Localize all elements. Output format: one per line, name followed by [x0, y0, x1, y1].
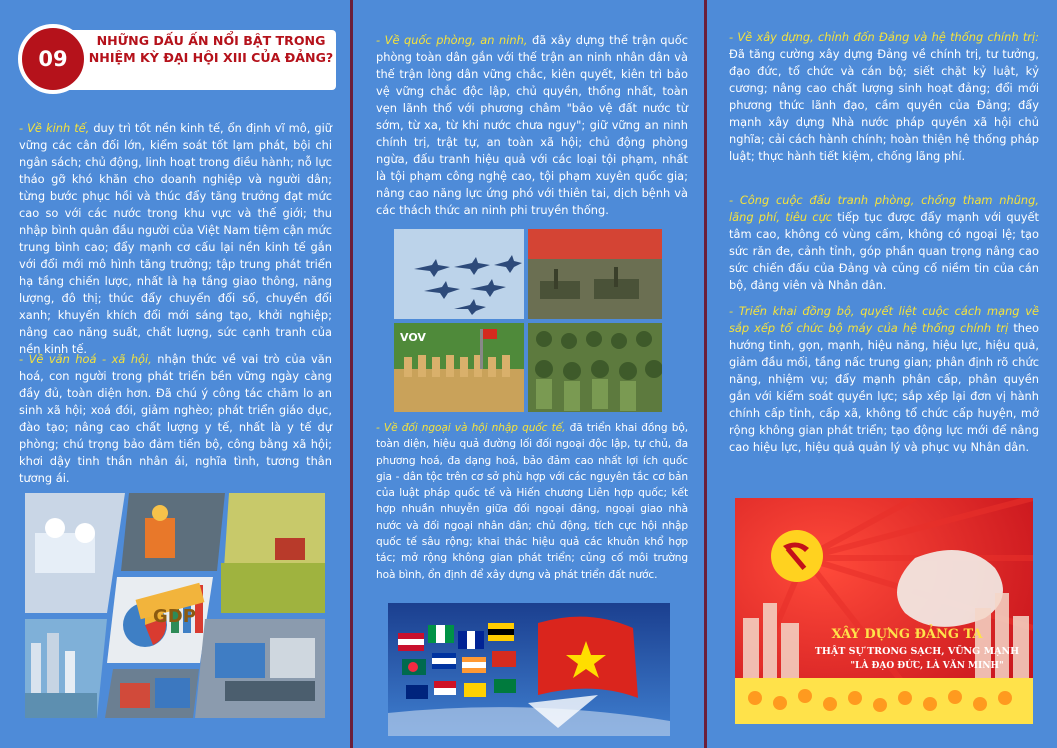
military-collage-image	[394, 229, 662, 412]
foreign-affairs-paragraph	[376, 420, 688, 583]
foreign-affairs-body: đã triển khai đồng bộ, toàn diện, hiệu quả đường lối đối ngoại độc lập, tự chủ, đa phương hoá, đa dạng hoá, bảo đảm cao nhất lợi ích quốc gia - dân tộc trên cơ sở phù hợp với các nguyên tắc cơ bản của luật pháp quốc tế và Hiến chương Liên hợp quốc; kết hợp nhuần nhuyễn giữa đối ngoại đảng, ngoại giao nhà nước và đối ngoại nhân dân; chủ động, tích cực hội nhập quốc tế sâu rộng; khai thác hiệu quả các khuôn khổ hợp tác; mở rộng không gian phát triển; củng cố môi trường hoà bình, ổn định để xây dựng và phát triển đất nước.	[376, 422, 688, 581]
apparatus-body: theo hướng tinh, gọn, mạnh, hiệu năng, hiệu lực, hiệu quả, giảm đầu mối, tầng nấc trung gian; phân định rõ chức năng, nhiệm vụ; đẩy mạnh phân cấp, phân quyền gắn với kiểm soát quyền lực; sắp xếp lại đơn vị hành chính cấp tỉnh, cấp xã, không tổ chức cấp huyện, mở rộng không gian phát triển; tạo động lực mới để nâng cao hiệu lực, hiệu quả quản lý và phục vụ Nhân dân.	[729, 321, 1039, 454]
badge-number: 09	[18, 24, 88, 94]
gdp-label: GDP	[153, 606, 196, 627]
party-building-body: Đã tăng cường xây dựng Đảng về chính trị, tư tưởng, đạo đức, tổ chức và cán bộ; siết chặt kỷ luật, kỷ cương; nâng cao chất lượng sinh hoạt đảng; đổi mới phương thức lãnh đạo, cầm quyền của Đảng; đẩy mạnh xây dựng Nhà nước pháp quyền xã hội chủ nghĩa; cải cách hành chính; hoàn thiện hệ thống pháp luật; thực hành tiết kiệm, chống lãng phí.	[729, 47, 1039, 163]
party-building-lead: - Về xây dựng, chỉnh đốn Đảng và hệ thống chính trị:	[729, 30, 1039, 44]
apparatus-lead: - Triển khai đồng bộ, quyết liệt cuộc cách mạng về sắp xếp tổ chức bộ máy của hệ thống chính trị	[729, 304, 1039, 335]
culture-body: nhận thức về vai trò của văn hoá, con người trong phát triển bền vững ngày càng đầy đủ, toàn diện hơn. Đã chú ý công tác chăm lo an sinh xã hội; xoá đói, giảm nghèo; phát triển giáo dục, đào tạo; nâng cao chất lượng y tế, nhất là y tế dự phòng; chú trọng bảo đảm tiến bộ, công bằng xã hội; khơi dậy tinh thần nhân ái, nghĩa tình, tương thân tương ái.	[19, 352, 332, 485]
defense-body: đã xây dựng thế trận quốc phòng toàn dân gắn với thế trận an ninh nhân dân và thế trận lòng dân vững chắc, kiên quyết, kiên trì bảo vệ vững chắc độc lập, chủ quyền, thống nhất, toàn vẹn lãnh thổ với phương châm "bảo vệ đất nước từ sớm, từ xa, từ khi nước chưa nguy"; giữ vững an ninh chính trị, trật tự, an toàn xã hội; chủ động phòng ngừa, đấu tranh hiệu quả với các loại tội phạm, nhất là tội phạm công nghệ cao, tội phạm xuyên quốc gia; nâng cao năng lực ứng phó với thiên tai, dịch bệnh và các thách thức an ninh phi truyền thống.	[376, 33, 688, 217]
vov-label: VOV	[400, 331, 426, 344]
economy-paragraph	[19, 120, 332, 358]
column-right	[707, 0, 1057, 748]
economy-collage-image	[25, 493, 325, 718]
section-badge	[18, 24, 336, 96]
anti-corruption-lead: - Công cuộc đấu tranh phòng, chống tham nhũng, lãng phí, tiêu cực	[729, 193, 1039, 224]
apparatus-paragraph	[729, 303, 1039, 456]
economy-lead: - Về kinh tế,	[19, 121, 90, 135]
culture-lead: - Về văn hoá - xã hội,	[19, 352, 152, 366]
economy-body: duy trì tốt nền kinh tế, ổn định vĩ mô, giữ vững các cân đối lớn, kiểm soát tốt lạm phát, bội chi ngân sách; chủ động, linh hoạt trong điều hành; nỗ lực tháo gỡ khó khăn cho doanh nghiệp và người dân; từng bước phục hồi và thúc đẩy tăng trưởng đạt mức cao so với các nước trong khu vực và thế giới; thu nhập bình quân đầu người của Việt Nam tiệm cận mức trung bình cao; đẩy mạnh cơ cấu lại nền kinh tế gắn với đổi mới mô hình tăng trưởng; tập trung phát triển hạ tầng chiến lược, nhất là hạ tầng giao thông, năng lượng, đô thị; thúc đẩy chuyển đổi số, chuyển đổi xanh; khuyến khích đổi mới sáng tạo, khởi nghiệp; nâng cao năng suất, chất lượng, sức cạnh tranh của nền kinh tế.	[19, 121, 332, 356]
party-building-paragraph	[729, 29, 1039, 165]
flags-image	[388, 603, 670, 736]
column-left	[0, 0, 350, 748]
poster-line-3: "LÀ ĐẠO ĐỨC, LÀ VĂN MINH"	[850, 661, 1004, 671]
column-middle	[353, 0, 704, 748]
defense-lead: - Về quốc phòng, an ninh,	[376, 33, 528, 47]
party-poster-image	[735, 498, 1033, 724]
anti-corruption-body: tiếp tục được đẩy mạnh với quyết tâm cao, không có vùng cấm, không có ngoại lệ; tạo sức răn đe, cảnh tỉnh, góp phần quan trọng nâng cao sức chiến đấu của Đảng và củng cố niềm tin của cán bộ, đảng viên và Nhân dân.	[729, 210, 1040, 292]
poster-line-2: THẬT SỰ TRONG SẠCH, VỮNG MẠNH	[814, 646, 1020, 657]
foreign-affairs-lead: - Về đối ngoại và hội nhập quốc tế,	[376, 422, 566, 434]
culture-paragraph	[19, 351, 332, 487]
poster-line-1: XÂY DỰNG ĐẢNG TA	[831, 627, 983, 642]
defense-paragraph	[376, 32, 688, 219]
anti-corruption-paragraph	[729, 192, 1039, 294]
section-title: NHỮNG DẤU ẤN NỔI BẬT TRONG NHIỆM KỲ ĐẠI HỘI XIII CỦA ĐẢNG?	[88, 33, 334, 65]
